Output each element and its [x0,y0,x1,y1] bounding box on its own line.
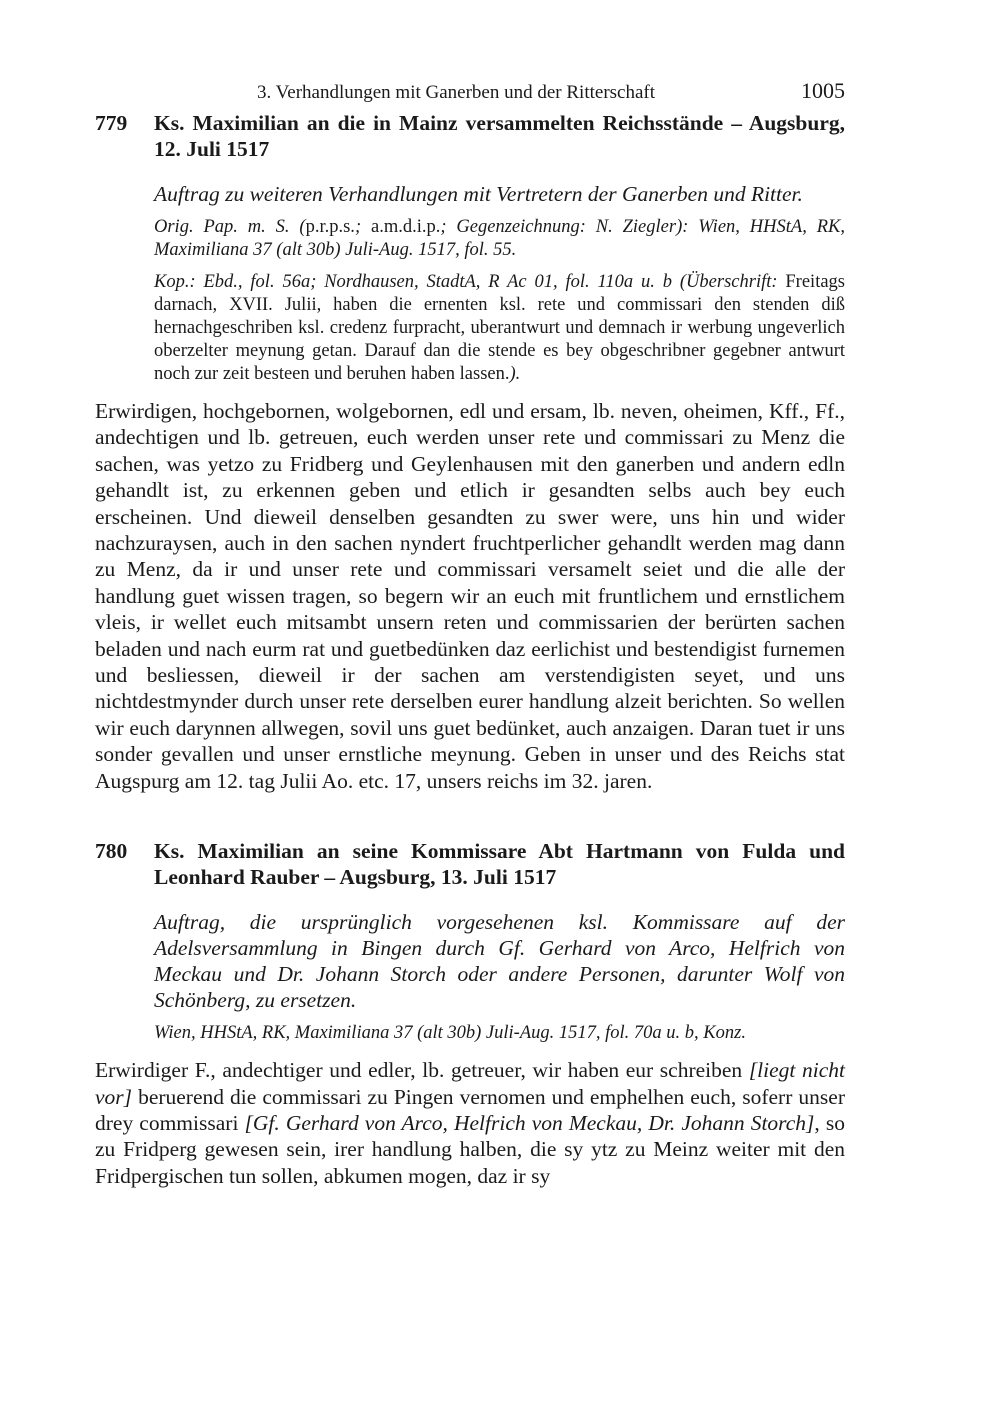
entry-body-text: Erwirdigen, hochgebornen, wolgebornen, edl und ersam, lb. neven, oheimen, Kff., Ff., andechtigen und lb. getreuen, euch werden unser rete und commissari zu Menz die sachen, was yetzo zu Fridberg und Geylenhausen mit den ganerben und andern edln gehandlt ist, zu erkennen geben und etlich ir gesandten selbs auch bey euch erscheinen. Und dieweil denselben gesandten zu swer were, uns hin und wider nachzuraysen, auch in den sachen nyndert fruchtperlicher gehandlt werden mag dann zu Menz, da ir und unser rete und commissari versamelt seiet und die alle der handlung guet wissen tragen, so begern wir an euch mit fruntlichem und ernstlichem vleis, ir wellet euch mitsambt unsern reten und commissarien der berürten sachen beladen und nach eurm rat und guetbedünken daz eerlichist und bestendigist furnemen und besliessen, dieweil ir der sachen am verstendigisten seyet, und uns nichtdestmynder durch unser rete derselben eurer handlung alzeit berichten. So wellen wir euch darynnen allwegen, sovil uns guet bedünket, auch anzaigen. Daran tuet ir uns sonder gevallen und unser ernstliche meynung. Geben in unser und des Reichs stat Augspurg am 12. tag Julii Ao. etc. 17, unsers reichs im 32. jaren. [95,399,845,793]
document-page [95,78,845,1189]
entry-body-text: Erwirdiger F., andechtiger und edler, lb. getreuer, wir haben eur schreiben [liegt nicht vor] beruerend die commissari zu Pingen vernomen und emphelhen euch, soferr unser drey commissari [Gf. Gerhard von Arco, Helfrich von Meckau, Dr. Johann Storch], so zu Fridperg gewesen sein, irer handlung halben, die sy ytz zu Meinz weiter mit den Fridpergischen tun sollen, abkumen mogen, daz ir sy [95,1058,846,1188]
source-note: Wien, HHStA, RK, Maximiliana 37 (alt 30b) Juli-Aug. 1517, fol. 70a u. b, Konz. [154,1023,746,1044]
copy-note: Kop.: Ebd., fol. 56a; Nordhausen, StadtA, R Ac 01, fol. 110a u. b (Überschrift: Freitags darnach, XVII. Julii, haben die ernenten ksl. rete und commissari den stenden diß hernachgeschriben ksl. credenz furpracht, uberantwurt und demnach ir werbung ungeverlich oberzelter meynung getan. Darauf dan die stende es bey obgeschribner gegebner antwurt noch zur zeit besteen und beruhen haben lassen.). [154,272,845,384]
entry-title: Ks. Maximilian an die in Mainz versammelten Reichsstände – Augsburg, 12. Juli 1517 [154,111,845,161]
entry-summary: Auftrag, die ursprünglich vorgesehenen ksl. Kommissare auf der Adelsversammlung in Bingen durch Gf. Gerhard von Arco, Helfrich von Meckau und Dr. Johann Storch oder andere Personen, darunter Wolf von Schönberg, zu ersetzen. [154,910,845,1013]
entry-number: 780 [95,839,128,864]
entry-title: Ks. Maximilian an seine Kommissare Abt Hartmann von Fulda und Leonhard Rauber – Augsburg, 13. Juli 1517 [154,839,845,890]
page-number: 1005 [801,78,845,103]
running-head-title: 3. Verhandlungen mit Ganerben und der Ritterschaft [257,82,656,103]
entry-heading [95,838,845,890]
entry-779 [95,110,845,794]
entry-heading [95,110,845,162]
entry-780 [95,838,845,1189]
entry-number: 779 [95,111,128,135]
source-note: Orig. Pap. m. S. (p.r.p.s.; a.m.d.i.p.; Gegenzeichnung: N. Ziegler): Wien, HHStA, RK, Maximiliana 37 (alt 30b) Juli-Aug. 1517, fol. 55. [154,217,845,260]
running-head [95,78,845,110]
entry-summary: Auftrag zu weiteren Verhandlungen mit Vertretern der Ganerben und Ritter. [154,182,803,206]
